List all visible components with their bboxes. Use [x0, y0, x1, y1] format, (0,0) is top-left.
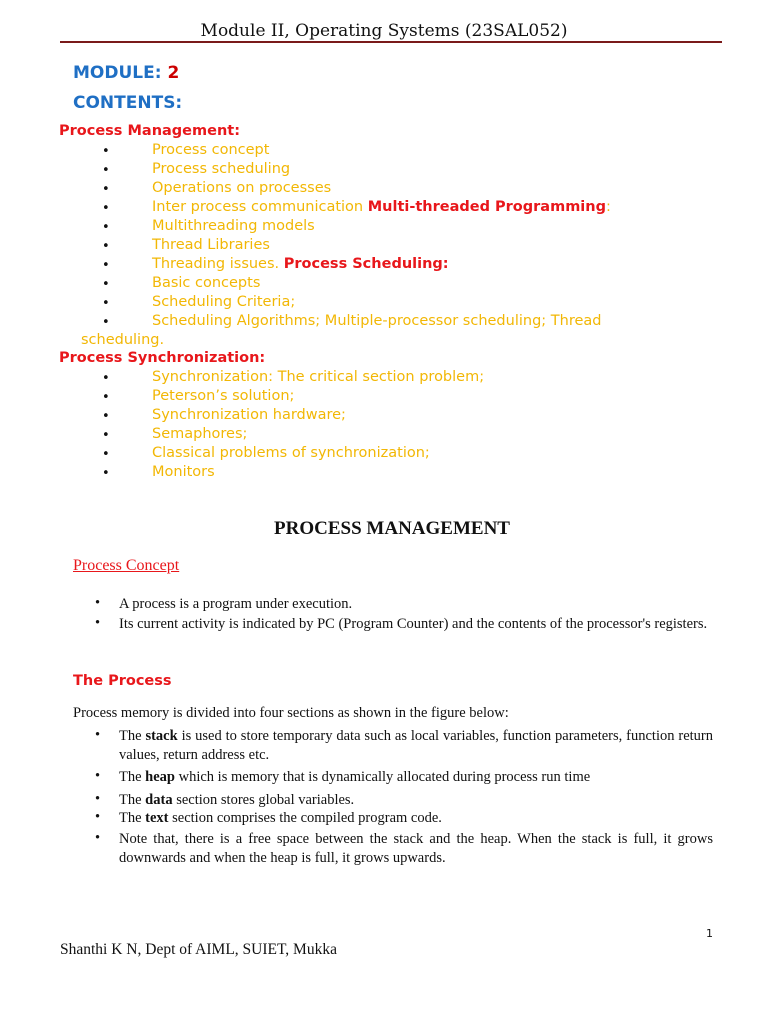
list-item [119, 768, 713, 787]
toc-item [152, 256, 449, 272]
toc-section-process-synchronization: Process Synchronization: [59, 350, 266, 366]
header-rule [60, 41, 722, 43]
toc-item: Multithreading models [152, 218, 315, 234]
list-item: Its current activity is indicated by PC (Program Counter) and the contents of the processor's registers. [119, 616, 708, 632]
bullet-dot: • [95, 615, 101, 631]
toc-item-text: Inter process communication [152, 199, 364, 215]
page-title: PROCESS MANAGEMENT [274, 518, 510, 539]
toc-bullet: • [102, 163, 110, 178]
toc-item [152, 199, 611, 215]
page-number: 1 [706, 927, 713, 940]
toc-bullet: • [102, 201, 110, 216]
toc-bullet: • [102, 182, 110, 197]
bullet-dot: • [95, 809, 101, 825]
bullet-dot: • [95, 830, 101, 846]
list-item-bold: heap [145, 769, 175, 785]
toc-bullet: • [102, 409, 110, 424]
toc-item: Process concept [152, 142, 270, 158]
bullet-dot: • [95, 595, 101, 611]
the-process-heading: The Process [73, 673, 172, 689]
toc-item: Synchronization: The critical section problem; [152, 369, 485, 385]
toc-bullet: • [102, 144, 110, 159]
toc-section-process-management: Process Management: [59, 123, 241, 139]
toc-item: Synchronization hardware; [152, 407, 346, 423]
toc-bullet: • [102, 258, 110, 273]
list-item-post: is used to store temporary data such as local variables, function parameters, function return values, return address etc. [119, 728, 713, 763]
toc-item: Operations on processes [152, 180, 332, 196]
toc-item: Thread Libraries [152, 237, 270, 253]
toc-bullet: • [102, 296, 110, 311]
page-footer: Shanthi K N, Dept of AIML, SUIET, Mukka [60, 941, 337, 958]
toc-bullet: • [102, 447, 110, 462]
toc-item: Peterson’s solution; [152, 388, 295, 404]
list-item-post: which is memory that is dynamically allocated during process run time [175, 769, 591, 785]
list-item-pre: The [119, 792, 146, 808]
toc-bullet: • [102, 277, 110, 292]
toc-bullet: • [102, 371, 110, 386]
the-process-intro: Process memory is divided into four sections as shown in the figure below: [73, 705, 509, 721]
toc-item: Classical problems of synchronization; [152, 445, 430, 461]
list-item-bold: text [145, 810, 169, 826]
bullet-dot: • [95, 727, 101, 743]
module-label: MODULE: [73, 63, 162, 83]
toc-item: Scheduling Algorithms; Multiple-processor scheduling; Thread [152, 313, 602, 329]
toc-bullet: • [102, 466, 110, 481]
list-item [119, 791, 713, 810]
bullet-dot: • [95, 768, 101, 784]
module-number: 2 [167, 63, 180, 83]
toc-inline-heading-multithreaded: Multi-threaded Programming [367, 199, 606, 215]
bullet-dot: • [95, 791, 101, 807]
module-heading [73, 63, 179, 83]
toc-bullet: • [102, 315, 110, 330]
toc-colon: : [605, 199, 611, 215]
list-item-post: section comprises the compiled program code. [168, 810, 442, 826]
toc-item: Semaphores; [152, 426, 248, 442]
toc-item: Process scheduling [152, 161, 291, 177]
toc-inline-heading-process-scheduling: Process Scheduling: [283, 256, 449, 272]
list-item-pre: The [119, 810, 146, 826]
toc-bullet: • [102, 220, 110, 235]
list-item: Note that, there is a free space between the stack and the heap. When the stack is full, it grows downwards and when the heap is full, it grows upwards. [119, 831, 713, 866]
list-item-bold: stack [145, 728, 178, 744]
list-item [119, 809, 713, 828]
toc-item-continuation: scheduling. [81, 332, 165, 348]
toc-item: Scheduling Criteria; [152, 294, 296, 310]
toc-item: Monitors [152, 464, 215, 480]
toc-bullet: • [102, 390, 110, 405]
list-item [119, 727, 713, 765]
process-concept-heading: Process Concept [73, 557, 180, 574]
toc-bullet: • [102, 428, 110, 443]
list-item-bold: data [145, 792, 173, 808]
list-item-post: section stores global variables. [172, 792, 355, 808]
contents-heading: CONTENTS: [73, 93, 183, 113]
toc-bullet: • [102, 239, 110, 254]
toc-item: Basic concepts [152, 275, 261, 291]
toc-item-text: Threading issues. [152, 256, 280, 272]
list-item-pre: The [119, 769, 146, 785]
list-item-pre: The [119, 728, 146, 744]
page-header: Module II, Operating Systems (23SAL052) [200, 21, 568, 41]
list-item: A process is a program under execution. [119, 596, 353, 612]
